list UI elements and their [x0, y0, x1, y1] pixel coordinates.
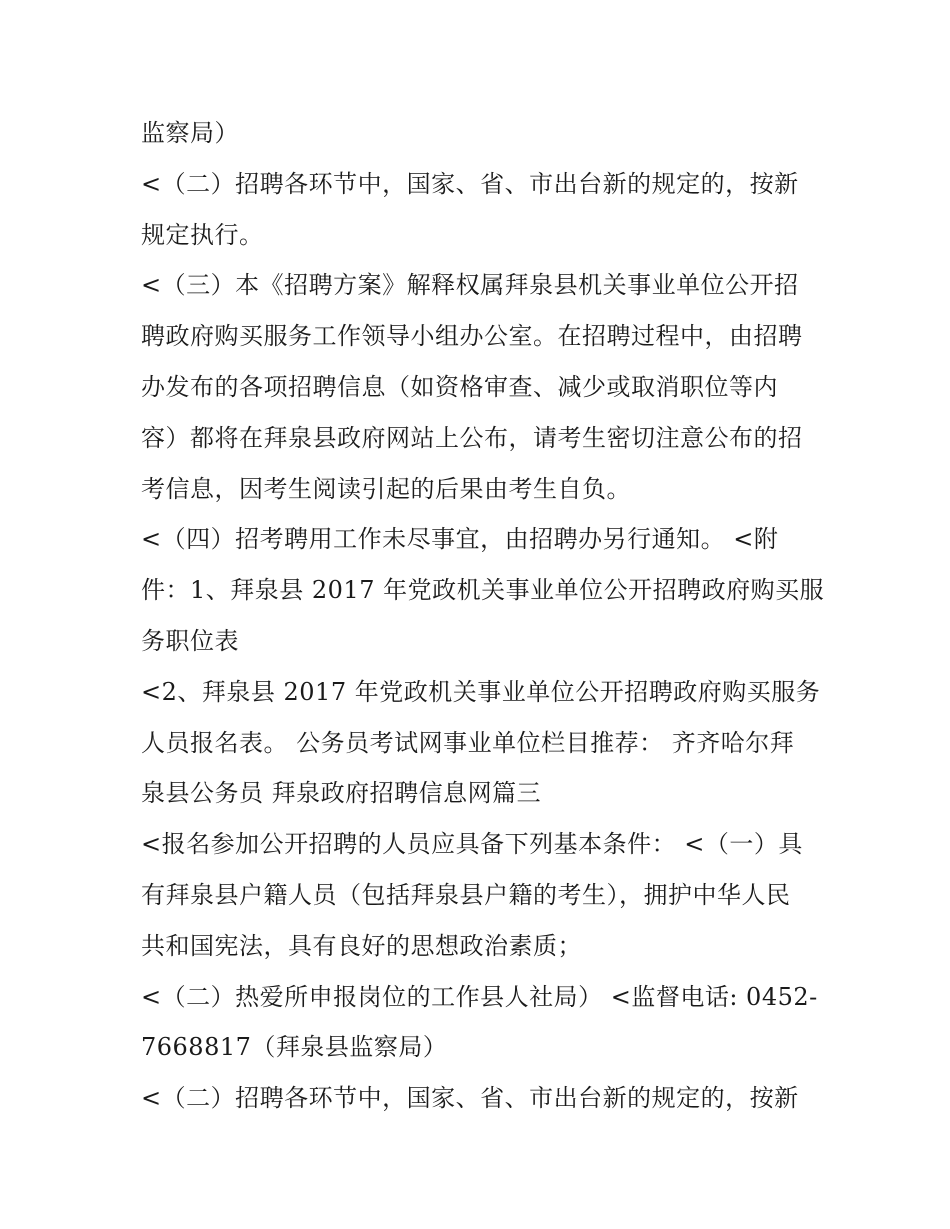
text-line: 务职位表	[141, 626, 239, 655]
text-line: 7668817（拜泉县监察局）	[141, 1033, 448, 1062]
text-line: <报名参加公开招聘的人员应具备下列基本条件： <（一）具	[141, 830, 803, 859]
text-line: <（四）招考聘用工作未尽事宜，由招聘办另行通知。 <附	[141, 525, 779, 554]
text-line: 考信息，因考生阅读引起的后果由考生自负。	[141, 474, 631, 503]
text-line: <（二）热爱所申报岗位的工作县人社局） <监督电话: 0452-	[141, 982, 818, 1011]
text-line: 办发布的各项招聘信息（如资格审查、减少或取消职位等内	[141, 372, 778, 401]
text-line: 件：1、拜泉县 2017 年党政机关事业单位公开招聘政府购买服	[141, 576, 825, 605]
text-line: 有拜泉县户籍人员（包括拜泉县户籍的考生），拥护中华人民	[141, 880, 791, 909]
document-body	[141, 108, 831, 1124]
text-line: <2、拜泉县 2017 年党政机关事业单位公开招聘政府购买服务	[141, 677, 821, 706]
text-line: 容）都将在拜泉县政府网站上公布，请考生密切注意公布的招	[141, 423, 803, 452]
text-line: 监察局）	[141, 119, 239, 147]
text-line: 泉县公务员 拜泉政府招聘信息网篇三	[141, 779, 542, 808]
text-line: 规定执行。	[141, 220, 264, 249]
text-line: 共和国宪法，具有良好的思想政治素质；	[141, 931, 582, 960]
text-line: <（三）本《招聘方案》解释权属拜泉县机关事业单位公开招	[141, 271, 799, 300]
text-line: <（二）招聘各环节中，国家、省、市出台新的规定的，按新	[141, 169, 799, 198]
text-line: 人员报名表。 公务员考试网事业单位栏目推荐： 齐齐哈尔拜	[141, 728, 795, 757]
text-line: 聘政府购买服务工作领导小组办公室。在招聘过程中，由招聘	[141, 322, 803, 351]
text-line: <（二）招聘各环节中，国家、省、市出台新的规定的，按新	[141, 1084, 799, 1113]
